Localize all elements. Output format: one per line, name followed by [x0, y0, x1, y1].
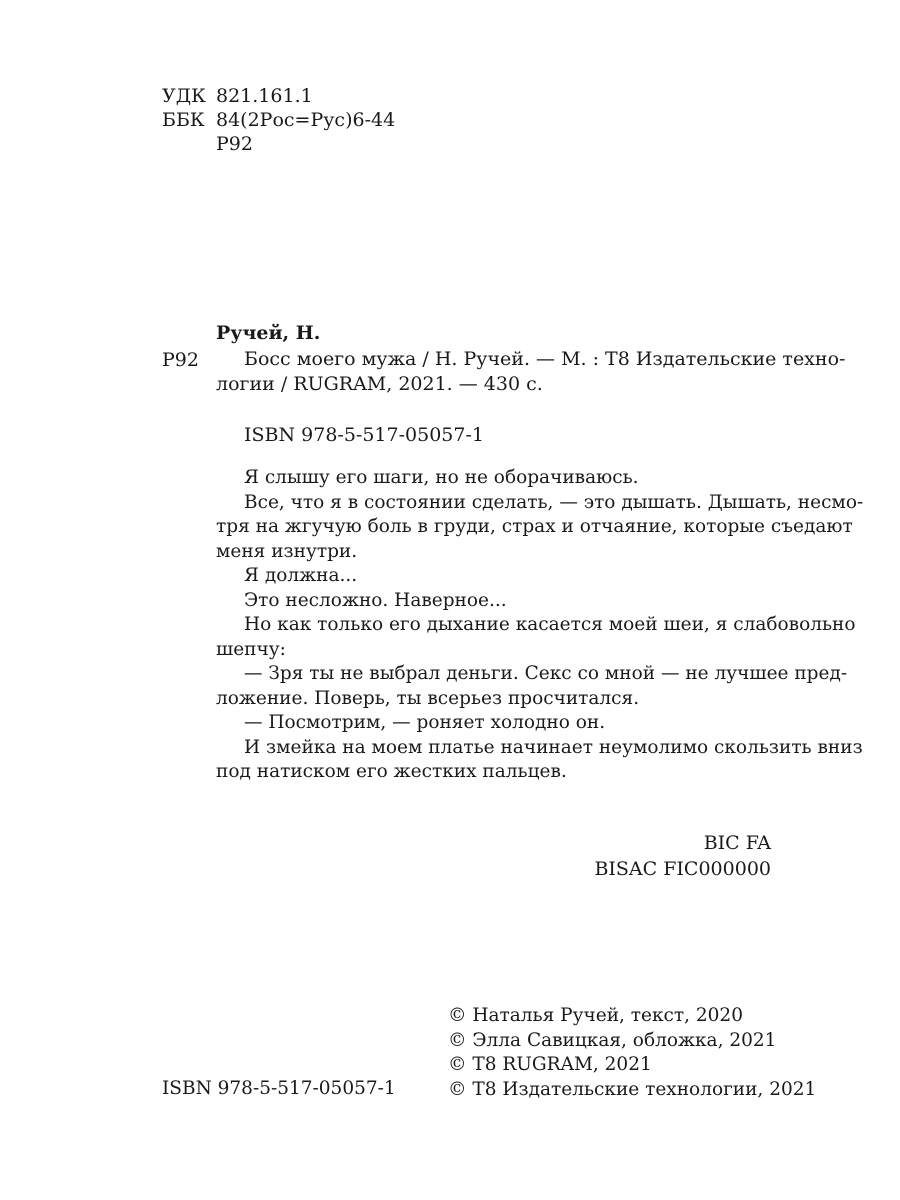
bib-line-text: Босс моего мужа / Н. Ручей. — М. : Т8 Издательские техно- [244, 348, 846, 370]
bbk-value: 84(2Рос=Рус)6-44 [216, 109, 396, 131]
annotation-line: Я должна... [244, 565, 358, 586]
copyright-line: © Наталья Ручей, текст, 2020 [448, 1005, 743, 1026]
udk-value: 821.161.1 [216, 85, 313, 107]
annotation-line: ложение. Поверь, ты всерьез просчитался. [216, 687, 640, 709]
udk-label: УДК [162, 85, 206, 107]
author-mark: Р92 [216, 133, 253, 155]
annotation-line: И змейка на моем платье начинает неумолимо скользить вниз [244, 736, 863, 758]
annotation-line: под натиском его жестких пальцев. [216, 761, 567, 782]
bic-code: BIC FA [703, 832, 771, 854]
annotation-line: шепчу: [216, 638, 286, 660]
annotation-line: Я слышу его шаги, но не оборачиваюсь. [244, 467, 639, 488]
annotation-line: меня изнутри. [216, 540, 358, 562]
annotation-line: Это несложно. Наверное... [244, 589, 507, 611]
copyright-line: © Т8 Издательские технологии, 2021 [448, 1078, 817, 1100]
annotation-line: тря на жгучую боль в груди, страх и отчаяние, которые съедают [216, 516, 853, 537]
annotation-line: — Зря ты не выбрал деньги. Секс со мной — не лучшее пред- [244, 663, 848, 684]
bisac-code: BISAC FIC000000 [594, 858, 771, 880]
annotation-line: Но как только его дыхание касается моей шеи, я слабовольно [244, 614, 856, 635]
bib-line: логии / RUGRAM, 2021. — 430 с. [216, 373, 543, 395]
annotation-line: Все, что я в состоянии сделать, — это дышать. Дышать, несмо- [244, 491, 864, 513]
bib-isbn: ISBN 978-5-517-05057-1 [244, 424, 484, 446]
bib-line [216, 347, 846, 372]
author-mark-row [0, 132, 900, 156]
isbn-bottom: ISBN 978-5-517-05057-1 [162, 1078, 396, 1099]
copyright-line: © Т8 RUGRAM, 2021 [448, 1054, 652, 1075]
classification-block [0, 84, 900, 156]
udk-row [0, 84, 900, 108]
copyright-line: © Элла Савицкая, обложка, 2021 [448, 1029, 777, 1051]
bib-margin-code: Р92 [162, 349, 199, 371]
copyright-block [448, 1004, 816, 1102]
subject-codes [594, 830, 771, 882]
annotation-line: — Посмотрим, — роняет холодно он. [244, 712, 606, 733]
bbk-label: ББК [162, 109, 205, 131]
bib-author: Ручей, Н. [216, 322, 321, 344]
annotation [216, 466, 864, 785]
bib-description [216, 347, 846, 397]
bbk-row [0, 108, 900, 132]
